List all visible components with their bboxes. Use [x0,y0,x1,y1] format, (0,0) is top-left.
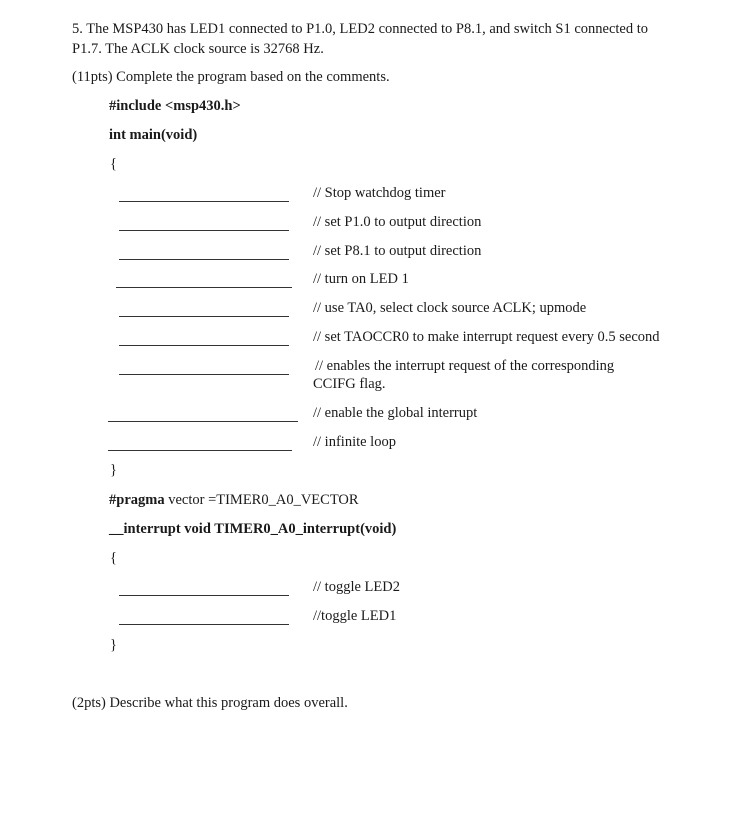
main-signature: int main(void) [109,127,198,143]
isr-open-brace: { [110,550,117,566]
comment-toggle-led1: //toggle LED1 [313,608,397,624]
include-line: #include <msp430.h> [109,98,241,114]
isr-close-brace: } [110,637,117,653]
question-line-2: P1.7. The ACLK clock source is 32768 Hz. [72,41,324,57]
isr-answer-blank-2[interactable] [119,624,289,625]
part-a-prompt: (11pts) Complete the program based on the comments. [72,69,390,85]
comment-ccie-line-1: // enables the interrupt request of the corresponding [315,358,615,374]
comment-infinite-loop: // infinite loop [313,434,396,450]
question-line-1: 5. The MSP430 has LED1 connected to P1.0, LED2 connected to P8.1, and switch S1 connected to [72,21,649,37]
comment-ccie-line-2: CCIFG flag. [313,376,386,392]
answer-blank-4[interactable] [116,287,292,288]
comment-p8-output: // set P8.1 to output direction [313,243,482,259]
answer-blank-1[interactable] [119,201,289,202]
answer-blank-7[interactable] [119,374,289,375]
main-open-brace: { [110,156,117,172]
part-b-prompt: (2pts) Describe what this program does overall. [72,695,348,711]
comment-p1-output: // set P1.0 to output direction [313,214,482,230]
isr-answer-blank-1[interactable] [119,595,289,596]
answer-blank-6[interactable] [119,345,289,346]
comment-toggle-led2: // toggle LED2 [313,579,400,595]
main-close-brace: } [110,462,117,478]
pragma-line [109,492,359,509]
isr-signature: __interrupt void TIMER0_A0_interrupt(void) [109,521,397,537]
answer-blank-2[interactable] [119,230,289,231]
answer-blank-3[interactable] [119,259,289,260]
comment-ta0-setup: // use TA0, select clock source ACLK; upmode [313,300,587,316]
answer-blank-9[interactable] [108,450,292,451]
comment-ccr0: // set TAOCCR0 to make interrupt request every 0.5 second [313,329,660,345]
answer-blank-8[interactable] [108,421,298,422]
comment-stop-watchdog: // Stop watchdog timer [313,185,446,201]
comment-global-interrupt: // enable the global interrupt [313,405,478,421]
comment-led1-on: // turn on LED 1 [313,271,409,287]
answer-blank-5[interactable] [119,316,289,317]
pragma-keyword: #pragma [109,492,165,508]
pragma-vector: vector =TIMER0_A0_VECTOR [164,492,359,508]
